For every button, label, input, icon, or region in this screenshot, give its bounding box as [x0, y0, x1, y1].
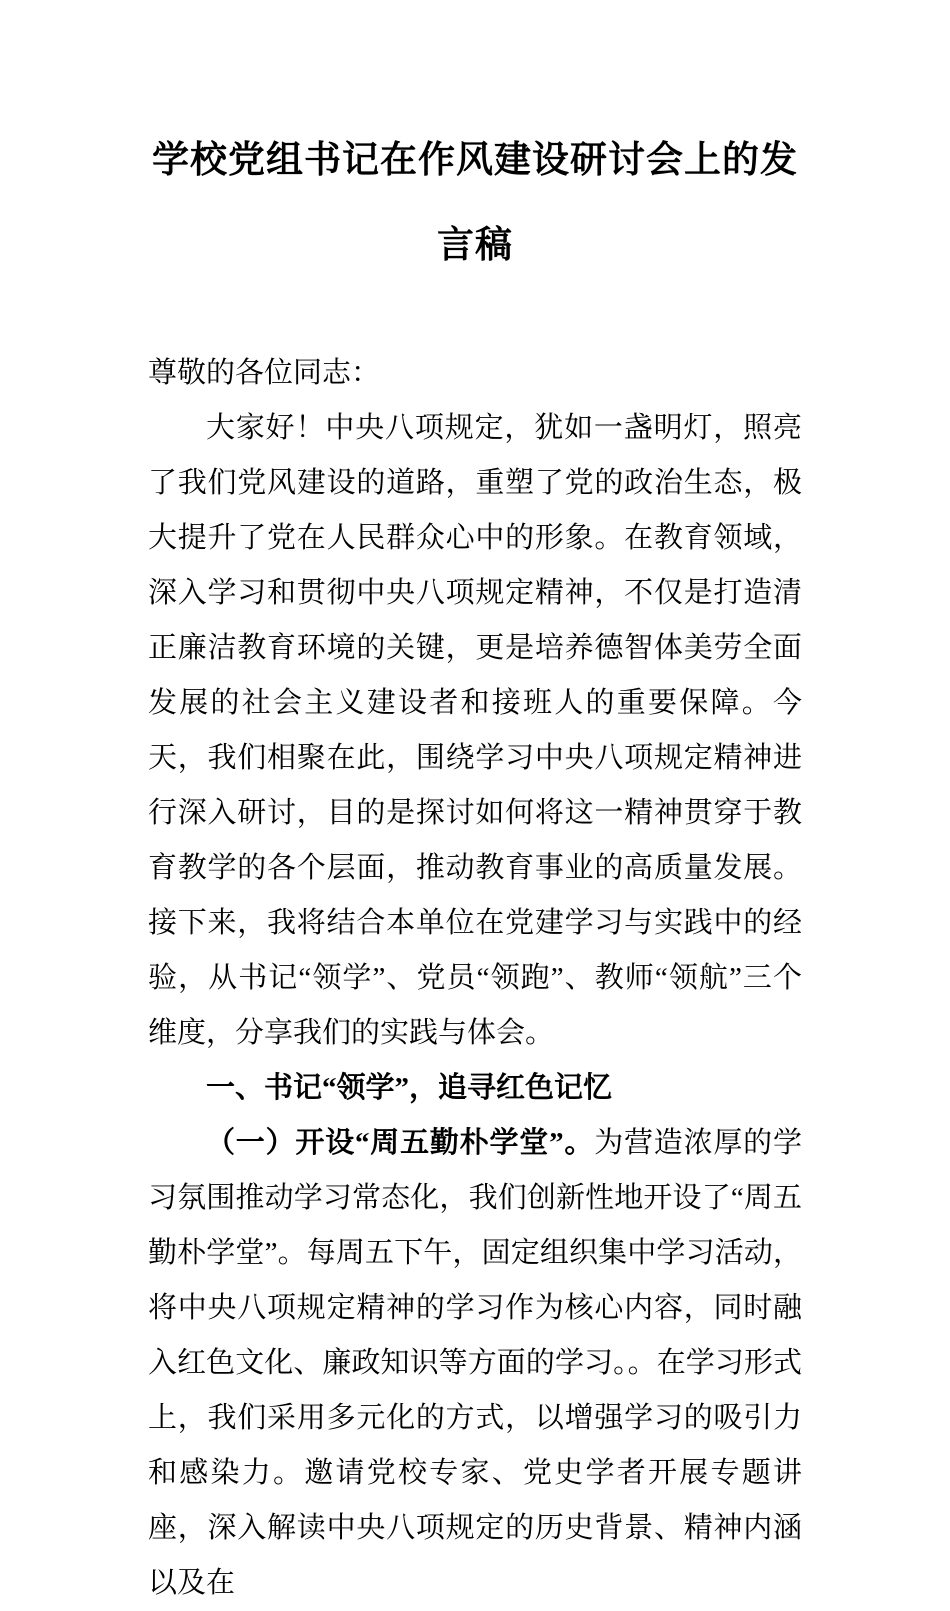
section-heading-1: 一、书记“领学”，追寻红色记忆: [206, 1072, 613, 1104]
paragraph-intro: 大家好！中央八项规定，犹如一盏明灯，照亮了我们党风建设的道路，重塑了党的政治生态，极大提升了党在人民群众心中的形象。在教育领域，深入学习和贯彻中央八项规定精神，不仅是打造清正廉洁教育环境的关键，更是培养德智体美劳全面发展的社会主义建设者和接班人的重要保障。今天，我们相聚在此，围绕学习中央八项规定精神进行深入研讨，目的是探讨如何将这一精神贯穿于教育教学的各个层面，推动教育事业的高质量发展。接下来，我将结合本单位在党建学习与实践中的经验，从书记“领学”、党员“领跑”、教师“领航”三个维度，分享我们的实践与体会。: [148, 412, 802, 1049]
salutation: 尊敬的各位同志：: [148, 357, 381, 389]
paragraph-section-1-1-body: 为营造浓厚的学习氛围推动学习常态化，我们创新性地开设了“周五勤朴学堂”。每周五下午，固定组织集中学习活动，将中央八项规定精神的学习作为核心内容，同时融入红色文化、廉政知识等方面的学习。。在学习形式上，我们采用多元化的方式，以增强学习的吸引力和感染力。邀请党校专家、党史学者开展专题讲座，深入解读中央八项规定的历史背景、精神内涵以及在: [148, 1127, 802, 1599]
paragraph-section-1-1-lead: （一）开设“周五勤朴学堂”。: [206, 1127, 595, 1159]
paragraph-section-1-1: [148, 1116, 802, 1611]
document-title: 学校党组书记在作风建设研讨会上的发言稿: [152, 140, 798, 266]
